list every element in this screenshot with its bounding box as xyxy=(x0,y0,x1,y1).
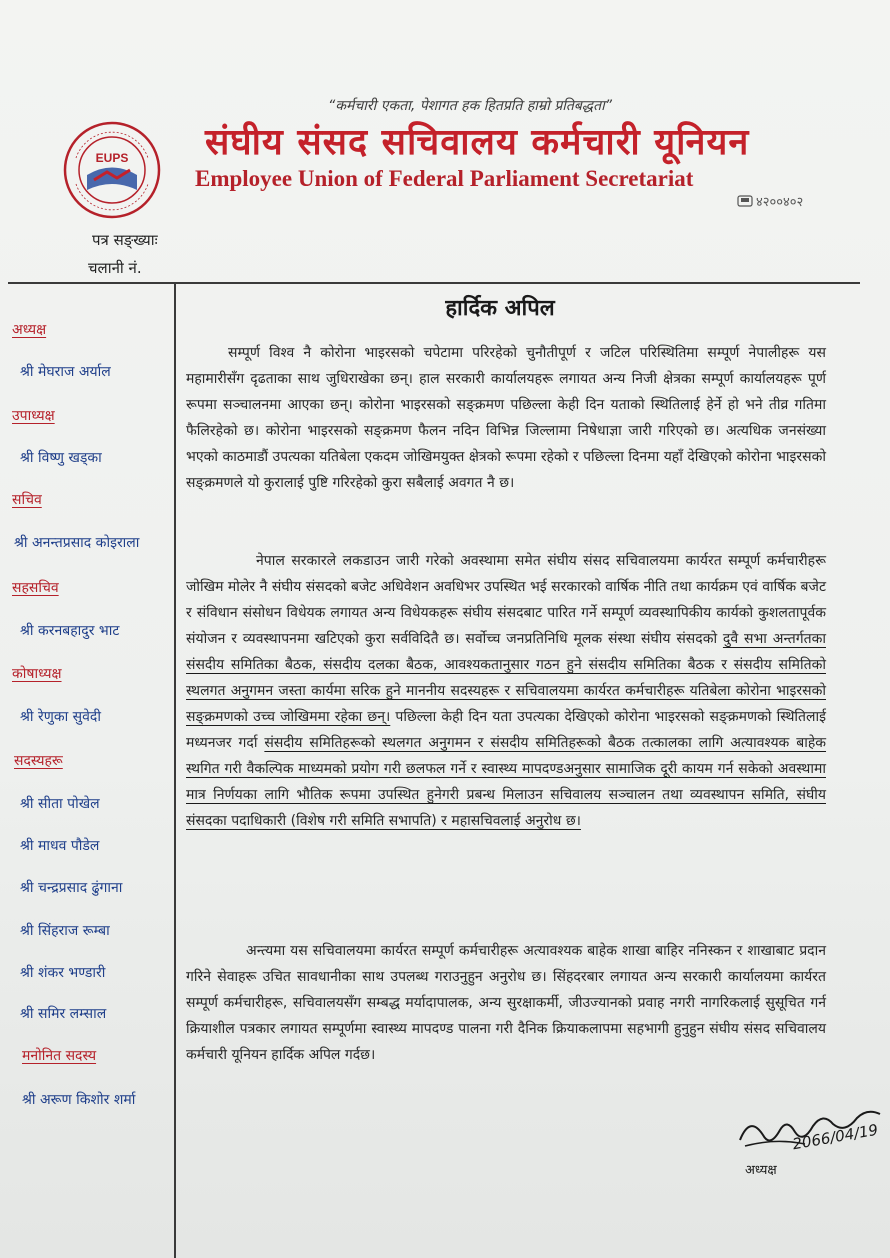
sidebar-name: श्री मेघराज अर्याल xyxy=(20,364,111,380)
logo-text: EUPS xyxy=(95,151,129,165)
dispatch-number-label: चलानी नं. xyxy=(88,259,142,277)
sidebar-role: अध्यक्ष xyxy=(12,322,47,338)
sidebar-role: कोषाध्यक्ष xyxy=(12,666,62,682)
phone-text: ४२००४०२ xyxy=(756,195,804,210)
phone-icon xyxy=(737,195,753,207)
sidebar-name: श्री शंकर भण्डारी xyxy=(20,965,106,981)
phone-number xyxy=(737,192,837,210)
union-title-nepali: संघीय संसद सचिवालय कर्मचारी यूनियन xyxy=(205,121,750,163)
sidebar-name: श्री अरूण किशोर शर्मा xyxy=(22,1092,136,1108)
letter-paragraph-3: अन्त्यमा यस सचिवालयमा कार्यरत सम्पूर्ण कर्मचारीहरू अत्यावश्यक बाहेक शाखा बाहिर ननिस्कन र शाखाबाट प्रदान गरिने सेवाहरू उचित सावधानीका साथ उपलब्ध गराउनुहुन अनुरोध छ। सिंहदरबार लगायत अन्य सरकारी कार्यालयमा कार्यरत सम्पूर्ण कर्मचारीहरू, सचिवालयसँग सम्बद्ध मर्यादापालक, अन्य सुरक्षाकर्मी, जीउज्यानको प्रवाह नगरी नागरिकलाई सुसूचित गर्न क्रियाशील पत्रकार लगायत सम्पूर्णमा स्वास्थ्य मापदण्ड पालना गरी दैनिक क्रियाकलापमा सहभागी हुनुहुन संघीय संसद सचिवालय कर्मचारी यूनियन हार्दिक अपिल गर्दछ। xyxy=(186,943,826,1063)
paragraph-text: नेपाल सरकारले लकडाउन जारी गरेको अवस्थामा समेत संघीय संसद सचिवालयमा कार्यरत सम्पूर्ण कर्मचारीहरू जोखिम मोलेर नै संघीय संसदको बजेट अधिवेशन अवधिभर उपस्थित भई सरकारको वार्षिक नीति तथा कार्यक्रम एवं वार्षिक बजेट र संविधान संसोधन विधेयक लगायत अन्य विधेयकहरू संघीय संसदबाट पारित गर्ने सम्पूर्ण व्यवस्थापिकीय कार्यको कुशलतापूर्वक संयोजन र व्यवस्थापनमा खटिएको कुरा सर्वविदितै छ। सर्वोच्च जनप्रतिनिधि मूलक संस्था संघीय संसदको xyxy=(186,553,826,647)
header-divider xyxy=(8,282,860,284)
motto: “कर्मचारी एकता, पेशागत हक हितप्रति हाम्रो प्रतिबद्धता” xyxy=(328,98,612,114)
sidebar-role: मनोनित सदस्य xyxy=(22,1048,97,1064)
sidebar-name: श्री करनबहादुर भाट xyxy=(20,623,120,639)
sidebar-role: सदस्यहरू xyxy=(14,753,63,769)
sidebar-name: श्री चन्द्रप्रसाद ढुंगाना xyxy=(20,880,123,896)
union-title-english: Employee Union of Federal Parliament Secretariat xyxy=(195,166,694,191)
sidebar-divider xyxy=(174,284,176,1258)
letter-paragraph-2 xyxy=(186,548,826,834)
sidebar-role: सहसचिव xyxy=(12,580,59,596)
reference-number-label: पत्र सङ्ख्याः xyxy=(92,231,158,249)
letter-paragraph-1: सम्पूर्ण विश्व नै कोरोना भाइरसको चपेटामा परिरहेको चुनौतीपूर्ण र जटिल परिस्थितिमा सम्पूर्ण नेपालीहरू यस महामारीसँग दृढताका साथ जुधिराखेका छन्। हाल सरकारी कार्यालयहरू लगायत अन्य निजी क्षेत्रका सम्पूर्ण कार्यालयहरू पूर्ण रूपमा सञ्चालनमा आएका छन्। कोरोना भाइरसको सङ्क्रमण पछिल्ला केही दिन यताको स्थितिलाई हेर्ने हो भने तीव्र गतिमा फैलिरहेको छ। कोरोना भाइरसको सङ्क्रमण फैलन नदिन विभिन्न जिल्लामा निषेधाज्ञा जारी गरिएको छ। अत्यधिक जनसंख्या भएको काठमाडौं उपत्यका यतिबेला एकदम जोखिमयुक्त क्षेत्रको रूपमा रहेको र पछिल्ला दिनमा यहाँ देखिएको कोरोना भाइरसको सङ्क्रमणले यो कुरालाई पुष्टि गरिरहेको कुरा सबैलाई अवगत नै छ। xyxy=(186,345,826,491)
union-logo xyxy=(62,120,162,220)
sidebar-name: श्री सिंहराज रूम्बा xyxy=(20,923,110,939)
underlined-text: संसदीय समितिहरूको स्थलगत अनुगमन र संसदीय समितिहरूको बैठक तत्कालका लागि अत्यावश्यक बाहेक स्थगित गरी वैकल्पिक माध्यमको प्रयोग गरी छलफल गर्ने र स्वास्थ्य मापदण्डअनुसार सामाजिक दूरी कायम गर्न सकेको अवस्थामा मात्र निर्णयका लागि भौतिक रूपमा उपस्थित हुनेगरी प्रबन्ध मिलाउन सचिवालय सञ्चालन तथा व्यवस्थापन समिति, संघीय संसदका पदाधिकारी (विशेष गरी समिति सभापति) र महासचिवलाई अनुरोध छ। xyxy=(186,735,827,829)
sidebar-name: श्री माधव पौडेल xyxy=(20,838,100,854)
sidebar-role: सचिव xyxy=(12,492,42,508)
letter-heading: हार्दिक अपिल xyxy=(445,296,555,321)
signature-date: 2066/04/19 xyxy=(791,1120,880,1154)
signature-role: अध्यक्ष xyxy=(745,1163,777,1178)
sidebar-role: उपाध्यक्ष xyxy=(12,408,55,424)
underlined-text: दुवै सभा अन्तर्गतका संसदीय समितिका बैठक, संसदीय दलका बैठक, आवश्यकतानुसार गठन हुने संसदीय समितिका बैठक र संसदीय समितिको स्थलगत अनुगमन जस्ता कार्यमा सरिक हुने माननीय सदस्यहरू र सचिवालयमा कार्यरत कर्मचारीहरू यतिबेला कोरोना भाइरसको सङ्क्रमणको उच्च जोखिममा रहेका छन्। xyxy=(186,631,826,725)
sidebar-name: श्री अनन्तप्रसाद कोइराला xyxy=(14,535,140,551)
paragraph-text: पछिल्ला केही दिन यता उपत्यका देखिएको कोरोना भाइरसको सङ्क्रमणको स्थितिलाई मध्यनजर गर्दा xyxy=(186,709,826,751)
sidebar-name: श्री सीता पोखेल xyxy=(20,796,100,812)
sidebar-name: श्री समिर लम्साल xyxy=(20,1006,107,1022)
sidebar-name: श्री विष्णु खड्का xyxy=(20,450,102,466)
sidebar-name: श्री रेणुका सुवेदी xyxy=(20,709,101,725)
